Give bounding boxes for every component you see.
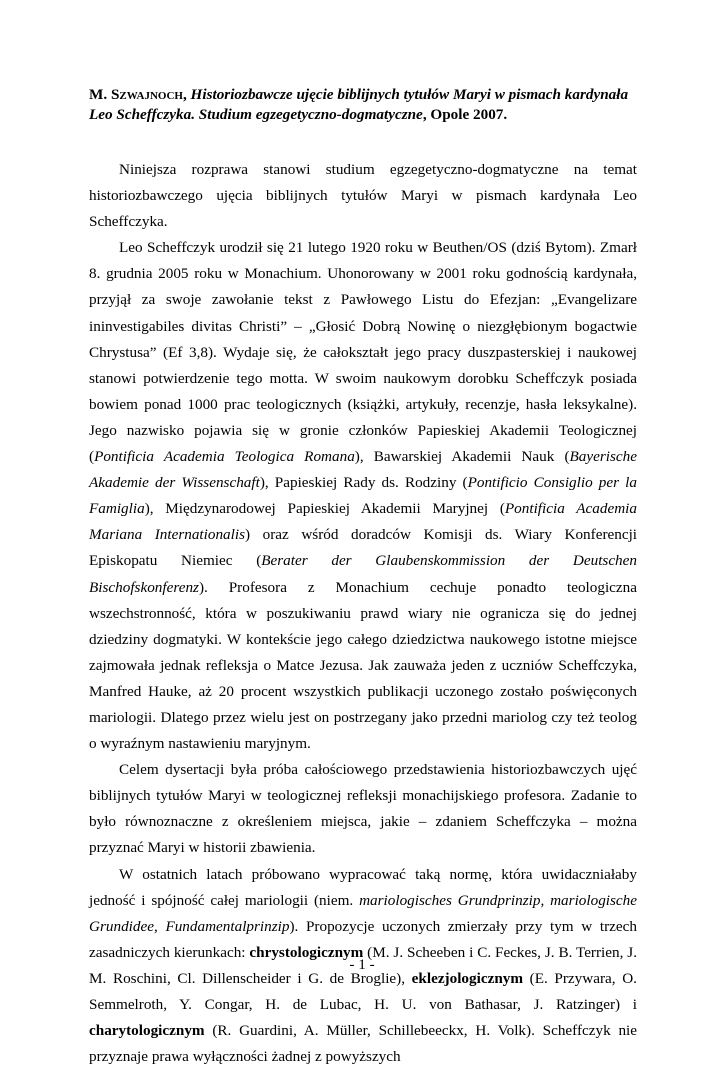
text-run: (M. J. Scheeben i C. Feckes, J. B. Terrien, J. M. Roschini, Cl. Dillenscheider i G. de Broglie),: [89, 943, 637, 987]
page-number: - 1 -: [349, 956, 375, 973]
text-run: ,: [153, 917, 166, 935]
bold-run: eklezjologicznym: [411, 969, 524, 987]
review-body: [89, 157, 637, 1070]
bibliographic-header: [89, 85, 637, 125]
paragraph-3: Celem dysertacji była próba całościowego przedstawienia historiozbawczych ujęć biblijnych tytułów Maryi w teologicznej refleksji monachijskiego profesora. Zadanie to było równoznaczne z określeniem miejsca, jakie – zdaniem Scheffczyka – można przyznać Maryi w historii zbawienia.: [89, 761, 637, 857]
header-separator: ,: [182, 86, 191, 103]
place-year: , Opole 2007.: [422, 106, 508, 123]
paragraph-2: [89, 235, 637, 757]
text-run: ). Profesora z Monachium cechuje ponadto teologiczna wszechstronność, która w poszukiwaniu prawd wiary nie ogranicza się do jednej dziedziny dogmatyki. W kontekście jego całego dziedzictwa naukowego istotne miejsce zajmowała jednak refleksja o Matce Jezusa. Jak zauważa jeden z uczniów Scheffczyka, Manfred Hauke, aż 20 procent wszystkich publikacji uczonego zostało poświęconych mariologii. Dlatego przez wielu jest on postrzegany jako przedni mariolog czy też teolog o wyraźnym nastawieniu maryjnym.: [89, 578, 637, 753]
work-title: Historiozbawcze ujęcie biblijnych tytułów Maryi w pismach kardynała Leo Scheffczyka. Studium egzegetyczno-dogmatyczne: [89, 86, 629, 123]
text-run: ,: [540, 891, 551, 909]
italic-run: Berater der Glaubenskommission der Deutschen Bischofskonferenz: [89, 552, 637, 596]
italic-run: mariologische Grundidee: [89, 891, 637, 935]
italic-run: Fundamentalprinzip: [165, 917, 290, 935]
paragraph-1: Niniejsza rozprawa stanowi studium egzegetyczno-dogmatyczne na temat historiozbawczego ujęcia biblijnych tytułów Maryi w pismach kardynała Leo Scheffczyka.: [89, 161, 637, 231]
author-surname: Szwajnoch: [110, 86, 183, 103]
italic-run: Pontificio Consiglio per la Famiglia: [89, 474, 637, 518]
italic-run: mariologisches Grundprinzip: [359, 891, 541, 909]
bold-run: chrystologicznym: [249, 943, 364, 961]
text-run: (R. Guardini, A. Müller, Schillebeeckx, H. Volk). Scheffczyk nie przyznaje prawa wyłączności żadnej z powyższych: [89, 1022, 637, 1066]
italic-run: Pontificia Academia Teologica Romana: [94, 448, 355, 466]
text-run: ), Międzynarodowej Papieskiej Akademii Maryjnej (: [144, 500, 505, 518]
text-run: ), Bawarskiej Akademii Nauk (: [354, 448, 570, 466]
author-initial: M.: [89, 86, 111, 103]
text-run: ) oraz wśród doradców Komisji ds. Wiary Konferencji Episkopatu Niemiec (: [89, 526, 638, 570]
text-run: ), Papieskiej Rady ds. Rodziny (: [259, 474, 468, 492]
text-run: ). Propozycje uczonych zmierzały przy tym w trzech zasadniczych kierunkach:: [89, 917, 637, 961]
italic-run: Bayerische Akademie der Wissenschaft: [89, 448, 637, 492]
italic-run: Pontificia Academia Mariana Internationalis: [89, 500, 637, 544]
bold-run: charytologicznym: [89, 1022, 205, 1040]
text-run: Leo Scheffczyk urodził się 21 lutego 1920 roku w Beuthen/OS (dziś Bytom). Zmarł 8. grudnia 2005 roku w Monachium. Uhonorowany w 2001 roku godnością kardynała, przyjął za swoje zawołanie tekst z Pawłowego Listu do Efezjan: „Evangelizare ininvestigabiles divitas Christi” – „Głosić Dobrą Nowinę o niezgłębionym bogactwie Chrystusa” (Ef 3,8). Wydaje się, że całokształt jego pracy duszpasterskiej i naukowej stanowi potwierdzenie tego motta. W swoim naukowym dorobku Scheffczyk posiada bowiem ponad 1000 prac teologicznych (książki, artykuły, recenzje, hasła leksykalne). Jego nazwisko pojawia się w gronie członków Papieskiej Akademii Teologicznej (: [89, 239, 637, 466]
text-run: W ostatnich latach próbowano wypracować taką normę, która uwidaczniałaby jedność i spójność całej mariologii (niem.: [89, 865, 637, 909]
text-run: (E. Przywara, O. Semmelroth, Y. Congar, H. de Lubac, H. U. von Bathasar, J. Ratzinger) i: [89, 969, 637, 1013]
